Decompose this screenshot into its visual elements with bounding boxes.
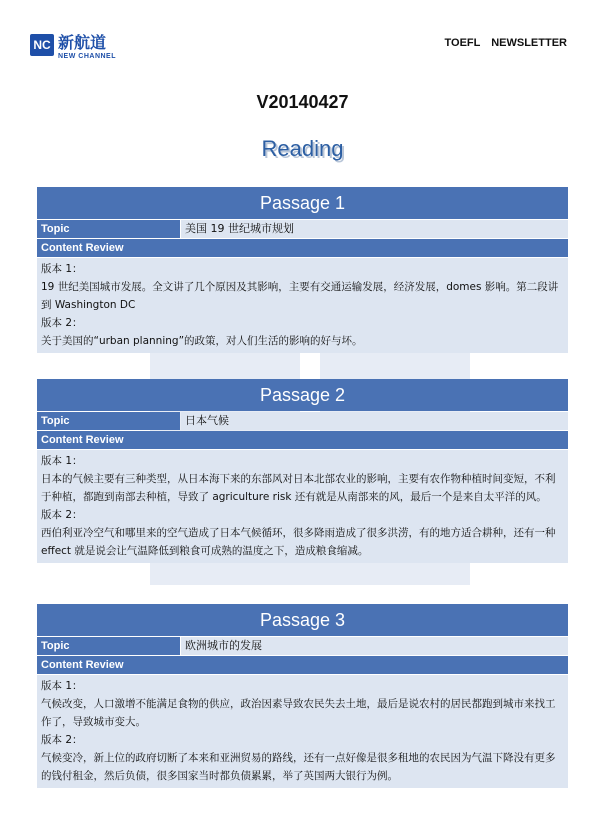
document-type: TOEFL NEWSLETTER bbox=[444, 37, 567, 49]
topic-value: 美国 19 世纪城市规划 bbox=[181, 220, 568, 238]
logo-mark: NC bbox=[30, 34, 54, 56]
content-review-label: Content Review bbox=[37, 239, 568, 257]
version1-text: 19 世纪美国城市发展。全文讲了几个原因及其影响，主要有交通运输发展，经济发展，domes 影响。第二段讲到 Washington DC bbox=[41, 281, 559, 311]
logo-english-name: NEW CHANNEL bbox=[58, 53, 116, 60]
topic-label: Topic bbox=[37, 220, 180, 238]
content-review-label: Content Review bbox=[37, 431, 568, 449]
content-review-body bbox=[37, 258, 568, 353]
topic-value: 日本气候 bbox=[181, 412, 568, 430]
issue-code: V20140427 bbox=[256, 92, 349, 112]
topic-row bbox=[37, 637, 568, 655]
passage-card-2 bbox=[37, 379, 568, 563]
content-review-body bbox=[37, 450, 568, 563]
passage-title: Passage 3 bbox=[37, 604, 568, 636]
version1-label: 版本 1： bbox=[41, 263, 83, 275]
topic-row bbox=[37, 412, 568, 430]
passage-title: Passage 2 bbox=[37, 379, 568, 411]
version2-text: 气候变冷，新上位的政府切断了本来和亚洲贸易的路线，还有一点好像是很多租地的农民因为气温下降没有更多的钱付租金，然后负债，很多国家当时都负债累累，举了英国两大银行为例。 bbox=[41, 752, 556, 782]
content-review-label: Content Review bbox=[37, 656, 568, 674]
content-review-body bbox=[37, 675, 568, 788]
topic-value: 欧洲城市的发展 bbox=[181, 637, 568, 655]
version2-label: 版本 2： bbox=[41, 317, 83, 329]
passage-card-3 bbox=[37, 604, 568, 788]
version1-label: 版本 1： bbox=[41, 680, 83, 692]
passage-title: Passage 1 bbox=[37, 187, 568, 219]
version1-text: 气候改变，人口激增不能满足食物的供应，政治因素导致农民失去土地，最后是说农村的居民都跑到城市来找工作了，导致城市变大。 bbox=[41, 698, 556, 728]
version1-text: 日本的气候主要有三种类型，从日本海下来的东部风对日本北部农业的影响，主要有农作物种植时间变短，不利于种植，都跑到南部去种植，导致了 agriculture risk 还有就是从南部来的风，最后一个是来自太平洋的风。 bbox=[41, 473, 556, 503]
section-title: Reading bbox=[261, 136, 344, 161]
version1-label: 版本 1： bbox=[41, 455, 83, 467]
brand-logo bbox=[30, 30, 116, 60]
version2-label: 版本 2： bbox=[41, 734, 83, 746]
version2-text: 西伯利亚冷空气和哪里来的空气造成了日本气候循环，很多降雨造成了很多洪涝，有的地方适合耕种，还有一种 effect 就是说会让气温降低到粮食可成熟的温度之下，造成粮食缩减。 bbox=[41, 527, 556, 557]
version2-label: 版本 2： bbox=[41, 509, 83, 521]
version2-text: 关于美国的“urban planning”的政策，对人们生活的影响的好与坏。 bbox=[41, 335, 363, 347]
logo-chinese-name: 新航道 bbox=[58, 33, 107, 52]
topic-label: Topic bbox=[37, 412, 180, 430]
passage-card-1 bbox=[37, 187, 568, 353]
topic-label: Topic bbox=[37, 637, 180, 655]
topic-row bbox=[37, 220, 568, 238]
